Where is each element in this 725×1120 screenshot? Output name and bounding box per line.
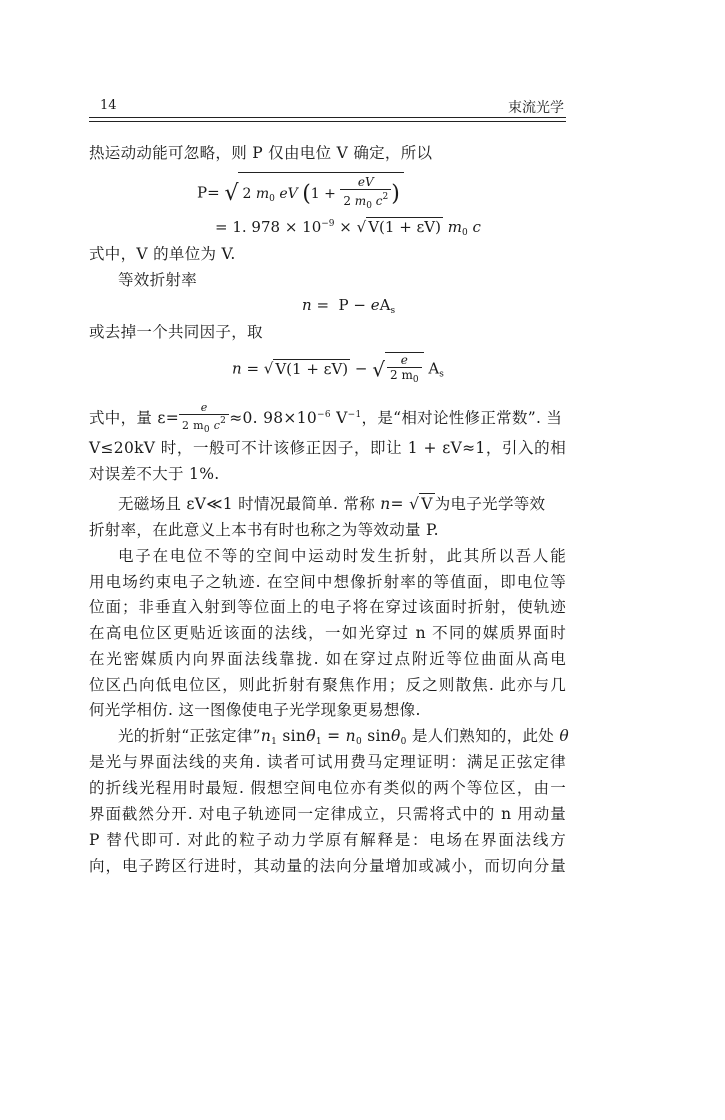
header-rule-thin <box>89 121 566 122</box>
eq3-sub: s <box>390 306 396 316</box>
text-line: 位面；非垂直入射到等位面上的电子将在穿过该面时折射，使轨迹 <box>89 598 566 616</box>
snell-sin1: sin <box>277 727 307 745</box>
text-line: 或去掉一个共同因子，取 <box>89 323 263 341</box>
eq2-m: m <box>447 218 463 236</box>
eq4-den: 2 m <box>390 368 413 382</box>
text-line: 是光与界面法线的夹角. 读者可试用费马定理证明：满足正弦定律 <box>89 753 566 771</box>
eq2-radicand: V(1 + εV) <box>368 218 441 236</box>
eq2-times: × <box>334 218 357 236</box>
snell-n1: n <box>260 727 272 745</box>
eq2-exp: −9 <box>321 219 335 229</box>
text-line: V≤20kV 时，一般可不计该修正因子，即让 1 + εV≈1，引入的相 <box>89 439 566 457</box>
text-line: 等效折射率 <box>118 271 198 289</box>
eq-lhs: P= <box>197 183 220 202</box>
snell-sin0: sin <box>361 727 391 745</box>
eps-exp: −6 <box>317 410 331 420</box>
text-line: 热运动动能可忽略，则 P 仅由电位 V 确定，所以 <box>89 144 433 162</box>
snell-s0: 0 <box>355 737 362 747</box>
eps-mid: ≈0. 98×10 <box>229 409 318 427</box>
nomag-post: 为电子光学等效 <box>434 495 546 513</box>
eq3-lambda: A <box>379 296 391 314</box>
snell-t1: θ <box>306 727 316 745</box>
text-line: 在高电位区更贴近该面的法线，一如光穿过 n 不同的媒质界面时 <box>89 624 566 642</box>
eq-sub: 0 <box>269 194 275 204</box>
eps-den-sub: 0 <box>203 425 210 435</box>
eq4-num: e <box>387 353 422 368</box>
eps-den: 2 m <box>182 419 204 432</box>
equation-index-reduced: n = √ V(1 + εV) − √ $\frac{e}{2 m_0}$ $A_s$ <box>232 353 444 385</box>
eps-num: e <box>179 402 229 415</box>
text-line: 对误差不大于 1%. <box>89 465 220 483</box>
text-line: 何光学相仿. 这一图像使电子光学现象更易想像. <box>89 701 421 719</box>
snell-post: 是人们熟知的，此处 <box>406 727 560 745</box>
equation-index: $n = P - eA_s$ <box>302 296 396 316</box>
text-line: 的折线光程用时最短. 假想空间电位亦有类似的两个等位区，由一 <box>89 779 566 797</box>
snell-t0: θ <box>391 727 401 745</box>
text-line: P 替代即可. 对此的粒子动力学原有解释是：电场在界面法线方 <box>89 831 566 849</box>
eq-frac-den: 2 <box>343 194 351 208</box>
snell-ts1: 1 <box>315 737 322 747</box>
eps-unit: V <box>330 409 348 427</box>
nomag-eq: = <box>390 495 410 513</box>
eq2-text: = 1. 978 × 10 <box>215 218 322 236</box>
eps-den-c: c <box>209 419 221 432</box>
text-line: 位区凸向低电位区，则此折射有聚焦作用；反之则散焦. 此亦与几 <box>89 676 566 694</box>
snell-ts0: 0 <box>400 737 407 747</box>
snell-s1: 1 <box>271 737 278 747</box>
eq2-sub: 0 <box>462 228 468 238</box>
nomag-n: n <box>380 495 391 513</box>
eq-ev: eV <box>279 186 298 202</box>
snell-eq: = <box>321 727 346 745</box>
eq4-lambda: A <box>428 359 440 378</box>
eq4-minus: − <box>350 359 373 378</box>
eps-post: ，是“相对论性修正常数”. 当 <box>361 409 563 427</box>
text-line: 在光密媒质内向界面法线靠拢. 如在穿过点附近等位曲面从高电 <box>89 650 566 668</box>
snell-theta: θ <box>559 727 569 745</box>
text-line-nomag: 无磁场且 εV≪1 时情况最简单. 常称 n= √ V 为电子光学等效 <box>118 495 546 513</box>
nomag-pre: 无磁场且 εV≪1 时情况最简单. 常称 <box>118 495 381 513</box>
eq-c: c <box>375 194 383 208</box>
running-head: 束流光学 <box>508 100 564 116</box>
equation-momentum: P= √ 2 $m_0$ eV (1 + $\frac{eV}{2 m_0 c^2}$ ) <box>197 172 404 215</box>
eq-frac-num: eV <box>340 175 391 190</box>
eps-den-sup: 2 <box>220 416 227 426</box>
eps-unit-exp: −1 <box>347 410 362 420</box>
eq4-den-sub: 0 <box>412 375 419 385</box>
snell-pre: 光的折射“正弦定律” <box>118 727 261 745</box>
eq4-lambda-sub: s <box>439 369 444 380</box>
nomag-rad: V <box>421 495 433 513</box>
text-line: 电子在电位不等的空间中运动时发生折射，此其所以吾人能 <box>118 547 566 565</box>
eps-pre: 式中，量 ε= <box>89 409 180 427</box>
text-line: 式中，V 的单位为 V. <box>89 245 236 263</box>
text-line: 折射率，在此意义上本书有时也称之为等效动量 P. <box>89 521 439 539</box>
text-line: 向，电子跨区行进时，其动量的法向分量增加或减小，而切向分量 <box>89 857 566 875</box>
text-line: 用电场约束电子之轨迹. 在空间中想像折射率的等值面，即电位等 <box>89 573 566 591</box>
text-line: 界面截然分开. 对电子轨迹同一定律成立，只需将式中的 n 用动量 <box>89 805 566 823</box>
text-line-epsilon <box>89 402 566 436</box>
snell-n0: n <box>345 727 356 745</box>
eq-coef: 2 <box>242 186 252 202</box>
eq2-c: c <box>467 218 481 236</box>
eq-sup: 2 <box>382 192 389 202</box>
eq-m: m <box>255 186 270 202</box>
equation-momentum-numeric: = 1. $978 \times 10^{-9}$ × √ V(1 + εV) $m_0$ c <box>215 218 481 238</box>
page-number: 14 <box>100 98 117 113</box>
eq4-radicand: V(1 + εV) <box>275 359 349 378</box>
eq-one: 1 + <box>310 186 336 202</box>
header-rule-thick <box>89 117 566 118</box>
text-line-snell <box>118 726 569 752</box>
